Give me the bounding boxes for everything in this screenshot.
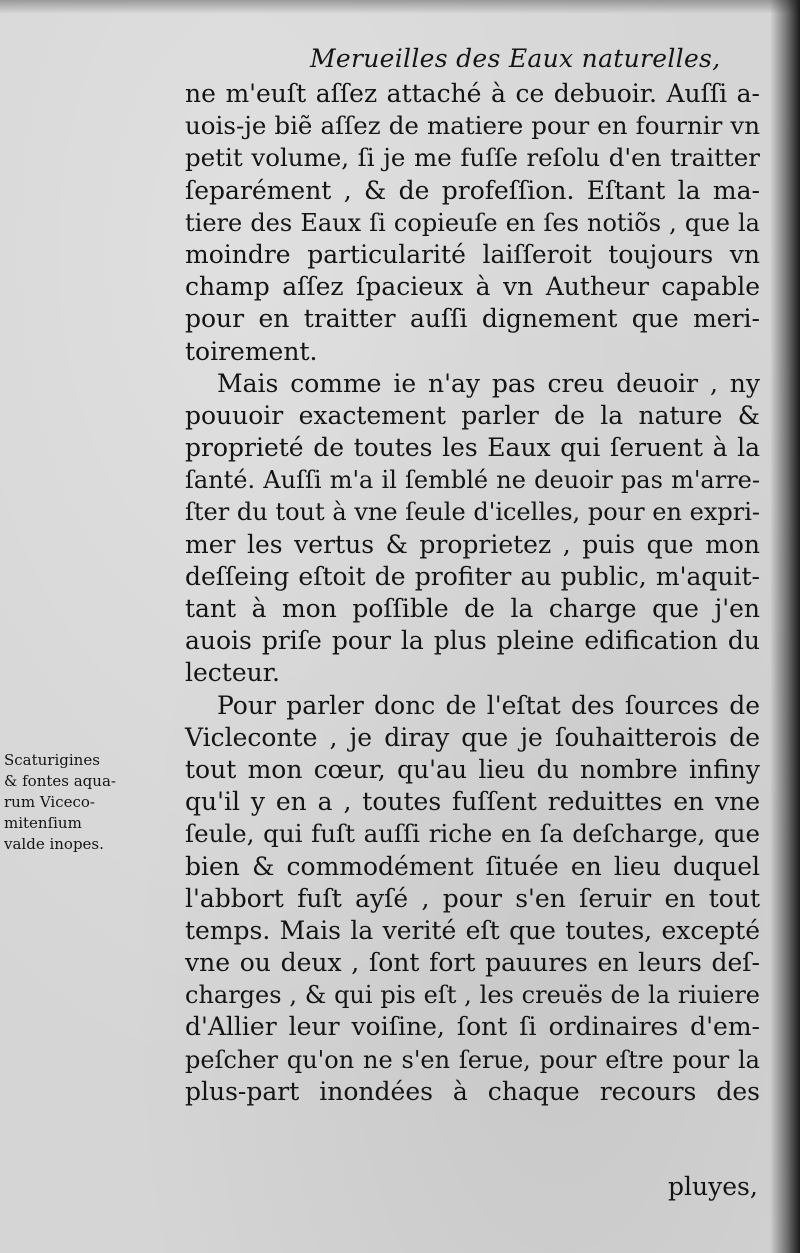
text-line: d'Allier leur voiſine, ſont ſi ordinaires d'em- — [185, 1012, 760, 1042]
margin-note-line: valde inopes. — [4, 835, 104, 853]
text-line: l'abbort fuſt ayſé , pour s'en ſeruir en tout — [185, 883, 760, 913]
text-line: ſeule, qui fuſt auſſi riche en ſa deſcharge, que — [185, 819, 760, 849]
text-line: ſanté. Auſſi m'a il ſemblé ne deuoir pas m'arre- — [185, 466, 760, 495]
text-line: bien & commodément ſituée en lieu duquel — [185, 851, 760, 881]
text-line: ſeparément , & de profeſſion. Eſtant la ma- — [185, 175, 760, 205]
text-line: qu'il y en a , toutes fuſſent reduittes en vne — [185, 787, 760, 817]
text-line: tout mon cœur, qu'au lieu du nombre infiny — [185, 754, 760, 784]
text-line: vne ou deux , ſont fort pauures en leurs deſ- — [185, 948, 760, 978]
catchword: pluyes, — [668, 1172, 758, 1201]
text-line: champ aſſez ſpacieux à vn Autheur capable — [185, 272, 760, 302]
margin-note-line: rum Viceco- — [4, 793, 95, 811]
text-line: Vicleconte , je diray que je ſouhaitterois de — [185, 722, 760, 752]
page-gutter-shadow — [770, 0, 800, 1253]
text-line: temps. Mais la verité eſt que toutes, excepté — [185, 915, 760, 945]
text-line: uois-je biẽ aſſez de matiere pour en fournir vn — [185, 111, 760, 141]
text-line: peſcher qu'on ne s'en ſerue, pour eſtre pour la — [185, 1045, 760, 1074]
text-line: tiere des Eaux ſi copieuſe en ſes notiõs , que la — [185, 208, 760, 237]
text-line: auois priſe pour la plus pleine edification du — [185, 626, 760, 656]
text-line: deſſeing eſtoit de profiter au public, m'aquit- — [185, 561, 760, 591]
page-top-shadow — [0, 0, 800, 14]
text-line: mer les vertus & proprietez , puis que mon — [185, 529, 760, 559]
text-line: petit volume, ſi je me fuſſe reſolu d'en traitter — [185, 143, 760, 173]
text-line: Pour parler donc de l'eſtat des ſources de — [217, 690, 760, 720]
margin-note-line: & fontes aqua- — [4, 772, 116, 790]
margin-note-line: Scaturigines — [4, 751, 100, 769]
text-line: plus-part inondées à chaque recours des — [185, 1076, 760, 1106]
text-line: charges , & qui pis eſt , les creuës de la riuiere — [185, 981, 760, 1010]
running-head: Merueilles des Eaux naturelles, — [310, 44, 721, 73]
margin-note-line: mitenſium — [4, 814, 82, 832]
text-line: Mais comme ie n'ay pas creu deuoir , ny — [217, 368, 760, 398]
text-line: proprieté de toutes les Eaux qui ſeruent à la — [185, 433, 760, 463]
text-line: moindre particularité laiſſeroit toujours vn — [185, 239, 760, 269]
margin-note — [4, 750, 182, 855]
text-line: ne m'euſt aſſez attaché à ce debuoir. Auſſi a- — [185, 79, 760, 108]
text-line: ſter du tout à vne ſeule d'icelles, pour en expri- — [185, 498, 760, 527]
text-line: pour en traitter auſſi dignement que meri- — [185, 304, 760, 334]
text-line: toirement. — [185, 336, 318, 366]
text-line: tant à mon poſſible de la charge que j'en — [185, 594, 760, 623]
text-line: lecteur. — [185, 658, 280, 688]
main-text — [185, 78, 760, 1108]
text-line: pouuoir exactement parler de la nature & — [185, 400, 760, 430]
